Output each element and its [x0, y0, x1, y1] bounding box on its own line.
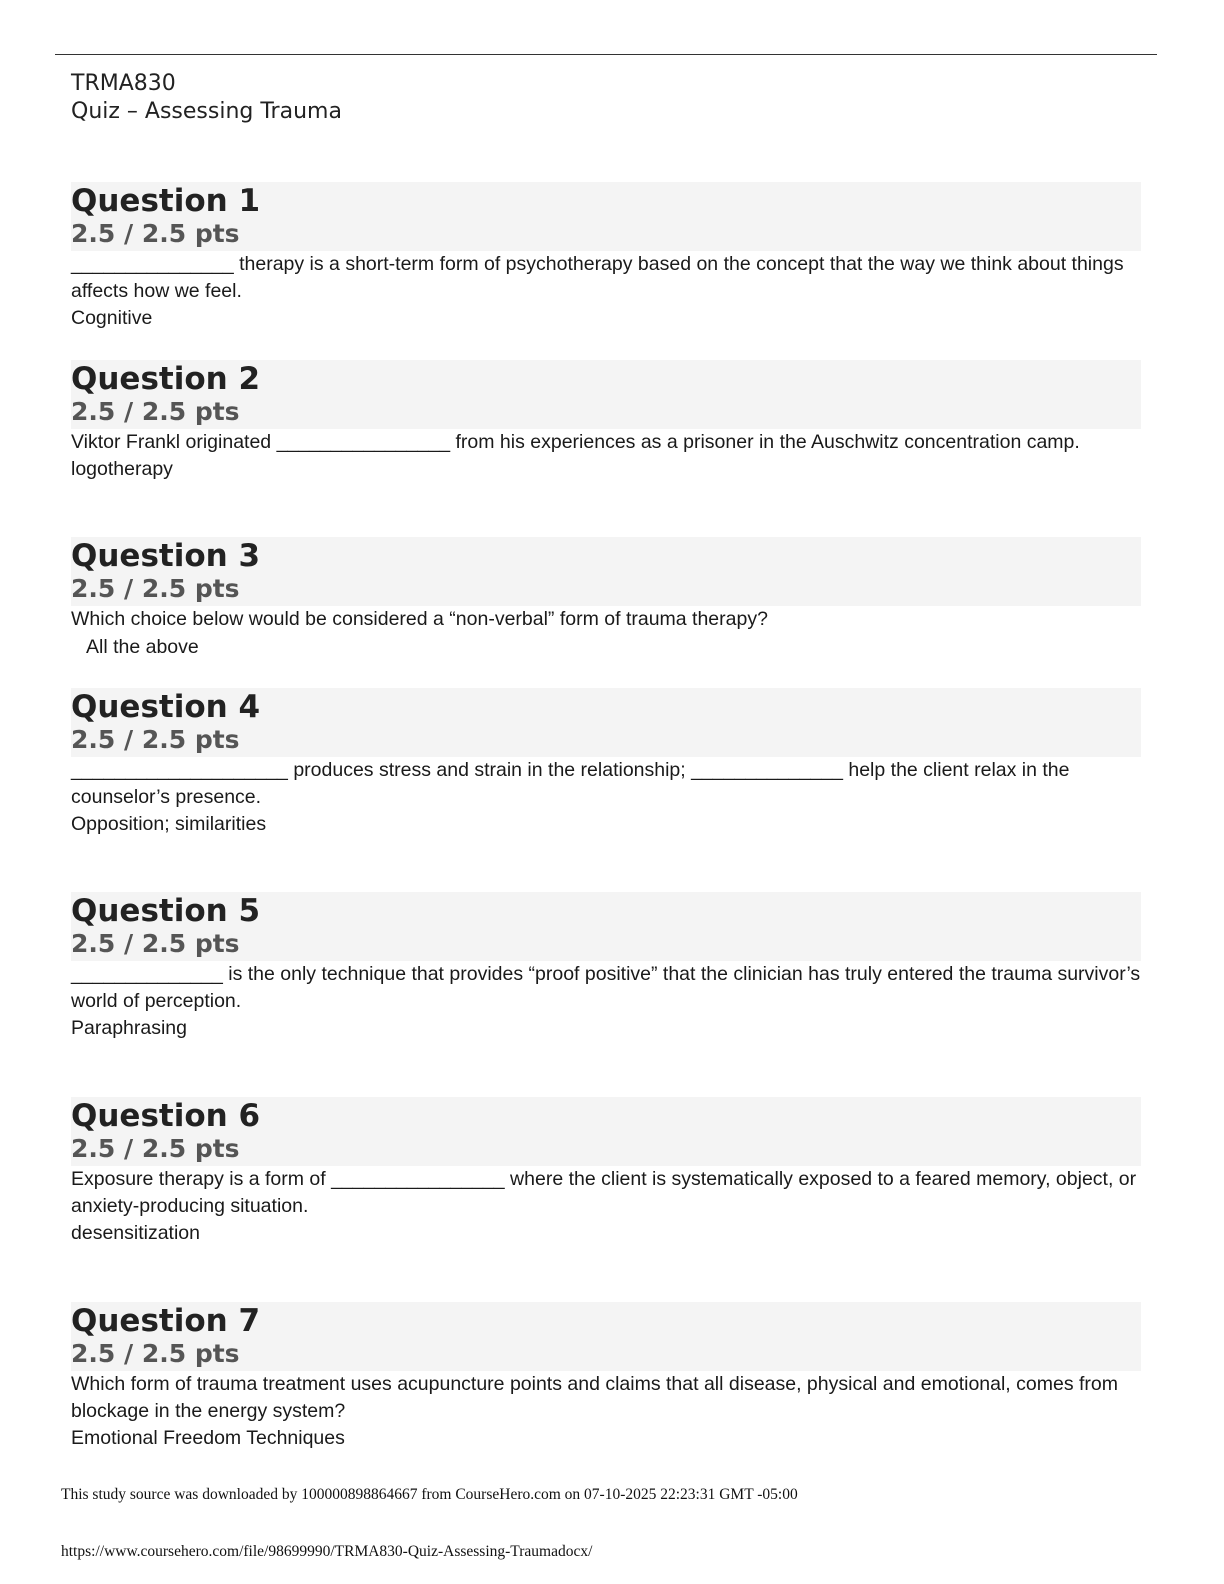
question-header — [71, 1302, 1141, 1371]
question-points: 2.5 / 2.5 pts — [71, 397, 240, 426]
question-answer: Emotional Freedom Techniques — [71, 1427, 345, 1449]
question-3 — [71, 537, 1141, 661]
question-text: Exposure therapy is a form of ________________ where the client is systematically exposed to a feared memory, object, or anxiety-producing situation. — [71, 1168, 1137, 1217]
question-header — [71, 182, 1141, 251]
question-4 — [71, 688, 1141, 838]
question-6 — [71, 1097, 1141, 1247]
question-points: 2.5 / 2.5 pts — [71, 725, 240, 754]
question-answer: Paraphrasing — [71, 1017, 187, 1039]
quiz-title: Quiz – Assessing Trauma — [71, 99, 342, 124]
question-text: _______________ therapy is a short-term form of psychotherapy based on the concept that the way we think about things affects how we feel. — [71, 253, 1124, 302]
question-header — [71, 360, 1141, 429]
question-answer: Cognitive — [71, 307, 153, 329]
question-points: 2.5 / 2.5 pts — [71, 929, 240, 958]
course-code: TRMA830 — [71, 71, 176, 96]
question-title: Question 1 — [71, 183, 261, 219]
question-answer: Opposition; similarities — [71, 813, 267, 835]
question-2 — [71, 360, 1141, 483]
question-title: Question 5 — [71, 893, 261, 929]
question-5 — [71, 892, 1141, 1042]
question-text: Viktor Frankl originated ________________ from his experiences as a prisoner in the Auschwitz concentration camp. — [71, 431, 1080, 453]
question-points: 2.5 / 2.5 pts — [71, 1134, 240, 1163]
question-text: ______________ is the only technique that provides “proof positive” that the clinician has truly entered the trauma survivor’s world of perception. — [71, 963, 1141, 1012]
question-title: Question 7 — [71, 1303, 261, 1339]
question-header — [71, 1097, 1141, 1166]
question-points: 2.5 / 2.5 pts — [71, 1339, 240, 1368]
download-notice: This study source was downloaded by 100000898864667 from CourseHero.com on 07-10-2025 22:23:31 GMT -05:00 — [61, 1486, 798, 1503]
question-answer: logotherapy — [71, 458, 173, 480]
question-text: ____________________ produces stress and strain in the relationship; ______________ help the client relax in the counselor’s presence. — [71, 759, 1070, 808]
question-title: Question 6 — [71, 1098, 261, 1134]
top-divider — [55, 54, 1157, 55]
question-text: Which form of trauma treatment uses acupuncture points and claims that all disease, physical and emotional, comes from blockage in the energy system? — [71, 1373, 1118, 1422]
document-header — [71, 70, 342, 126]
question-header — [71, 537, 1141, 606]
question-title: Question 3 — [71, 538, 261, 574]
question-1 — [71, 182, 1141, 332]
question-text: Which choice below would be considered a “non-verbal” form of trauma therapy? — [71, 608, 768, 630]
question-header — [71, 688, 1141, 757]
question-title: Question 2 — [71, 361, 261, 397]
question-title: Question 4 — [71, 689, 261, 725]
question-header — [71, 892, 1141, 961]
question-points: 2.5 / 2.5 pts — [71, 574, 240, 603]
question-answer: desensitization — [71, 1222, 200, 1244]
question-points: 2.5 / 2.5 pts — [71, 219, 240, 248]
question-7 — [71, 1302, 1141, 1452]
source-url-link[interactable]: https://www.coursehero.com/file/98699990/TRMA830-Quiz-Assessing-Traumadocx/ — [61, 1543, 593, 1560]
question-answer: All the above — [86, 636, 199, 658]
